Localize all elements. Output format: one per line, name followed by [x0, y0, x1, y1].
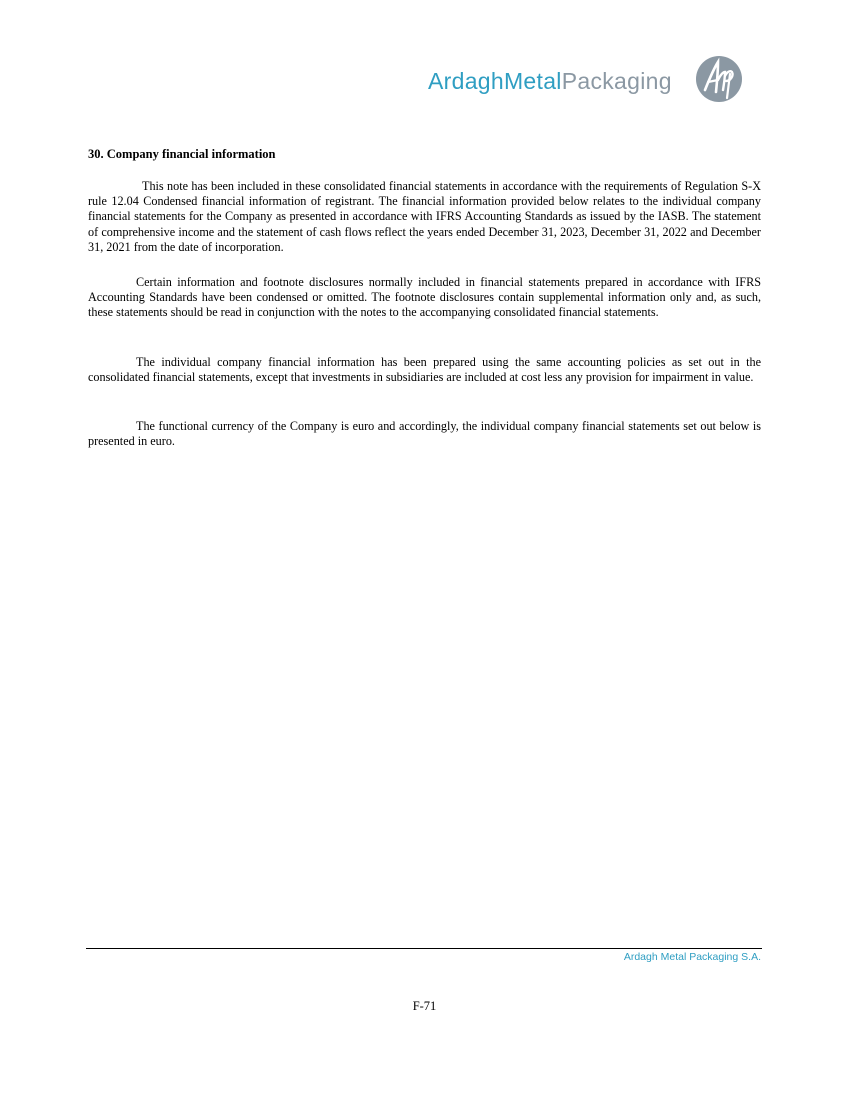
paragraph-accounting-policies: The individual company financial information has been prepared using the same accounting policies as set out in the consolidated financial statements, except that investments in subsidiaries are included at cost less any provision for impairment in value. — [88, 355, 761, 385]
footer-company-name: Ardagh Metal Packaging S.A. — [623, 951, 761, 963]
amp-logo-icon — [694, 54, 744, 104]
section-title: 30. Company financial information — [88, 147, 276, 161]
logo-wordmark — [428, 68, 672, 95]
paragraph-purpose: This note has been included in these consolidated financial statements in accordance with the requirements of Regulation S-X rule 12.04 Condensed financial information of registrant. The financial information provided below relates to the individual company financial statements for the Company as presented in accordance with IFRS Accounting Standards as issued by the IASB. The statement of comprehensive income and the statement of cash flows reflect the years ended December 31, 2023, December 31, 2022 and December 31, 2021 from the date of incorporation. — [88, 179, 761, 254]
company-logo — [420, 52, 750, 108]
page-number: F-71 — [412, 999, 437, 1013]
logo-word-ardagh: Ardagh — [428, 68, 504, 94]
footer-divider — [86, 948, 762, 949]
paragraph-disclosures: Certain information and footnote disclosures normally included in financial statements prepared in accordance with IFRS Accounting Standards have been condensed or omitted. The footnote disclosures contain supplemental information only and, as such, these statements should be read in conjunction with the notes to the accompanying consolidated financial statements. — [88, 275, 761, 320]
logo-word-packaging: Packaging — [561, 68, 672, 94]
paragraph-functional-currency: The functional currency of the Company is euro and accordingly, the individual company financial statements set out below is presented in euro. — [88, 419, 761, 449]
logo-word-metal: Metal — [503, 68, 562, 94]
